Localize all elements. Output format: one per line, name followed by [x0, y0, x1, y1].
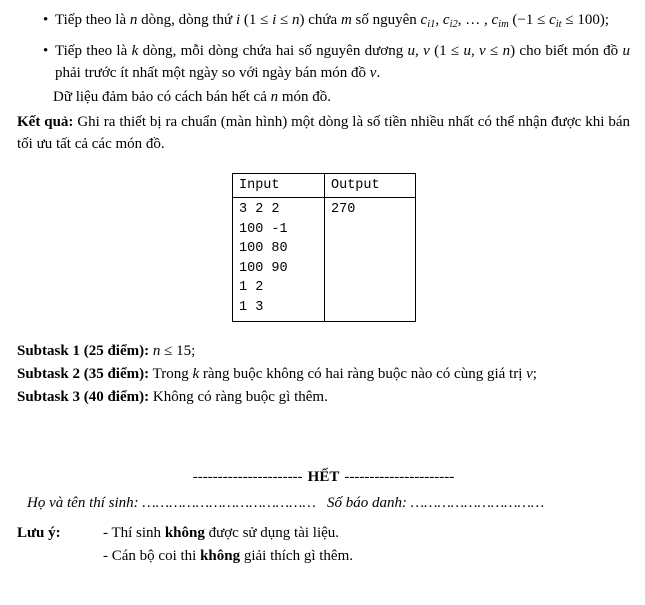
data-guarantee-note: Dữ liệu đảm bảo có cách bán hết cả n món đồ. — [53, 89, 332, 105]
notes-section — [17, 522, 630, 568]
table-input-cell — [233, 198, 324, 321]
table-output-cell — [325, 198, 415, 224]
note-item-2: - Cán bộ coi thi không giải thích gì thêm. — [103, 548, 354, 564]
subtask-1: Subtask 1 (25 điểm): n ≤ 15; — [17, 343, 196, 359]
input-line: 100 90 — [239, 260, 288, 276]
bullet-item-1 — [17, 9, 630, 31]
note-item-1: - Thí sinh không được sử dụng tài liệu. — [103, 525, 340, 541]
candidate-name-line: Họ và tên thí sinh: ………………………………… Số báo danh: ………………………… — [27, 495, 545, 511]
input-line: 1 2 — [239, 280, 264, 295]
input-line: 3 2 2 — [239, 202, 280, 217]
het-dashes-right: ---------------------- — [344, 469, 455, 485]
input-line: 100 80 — [239, 241, 288, 256]
het-label: HẾT — [307, 469, 340, 485]
het-separator — [17, 466, 630, 488]
bullet-list — [17, 9, 630, 84]
notes-items — [103, 522, 353, 568]
example-table-input-column — [233, 174, 324, 321]
het-dashes-left: ---------------------- — [192, 469, 303, 485]
subtask-2: Subtask 2 (35 điểm): Trong k ràng buộc không có hai ràng buộc nào có cùng giá trị v; — [17, 366, 537, 382]
output-line: 270 — [331, 202, 356, 217]
bullet-icon: • — [43, 43, 49, 59]
table-header-output: Output — [325, 174, 415, 198]
input-line: 100 -1 — [239, 221, 288, 237]
bullet-item-2-text: Tiếp theo là k dòng, mỗi dòng chứa hai số nguyên dương u, v (1 ≤ u, v ≤ n) cho biết món đồ u phải trước ít nhất một ngày so với ngày bán món đồ v. — [55, 43, 630, 81]
bullet-item-1-text: Tiếp theo là n dòng, dòng thứ i (1 ≤ i ≤ n) chứa m số nguyên $c_{i1}$, $c_{i2}$, … , $c_{im}$ $(-1 \le c_{it} \le 100)$; — [55, 12, 610, 30]
bullet-icon: • — [43, 12, 49, 28]
example-table — [232, 173, 416, 322]
subtask-3: Subtask 3 (40 điểm): Không có ràng buộc gì thêm. — [17, 389, 328, 405]
notes-label: Lưu ý: — [17, 525, 61, 541]
table-header-input: Input — [233, 174, 324, 198]
bullet-item-2 — [17, 40, 630, 84]
result-paragraph: Kết quả: Ghi ra thiết bị ra chuẩn (màn hình) một dòng là số tiền nhiều nhất có thể nhận được khi bán tối ưu tất cả các món đồ. — [17, 114, 630, 152]
input-line: 1 3 — [239, 299, 264, 315]
example-table-output-column — [324, 174, 415, 321]
subtask-list — [17, 340, 630, 409]
